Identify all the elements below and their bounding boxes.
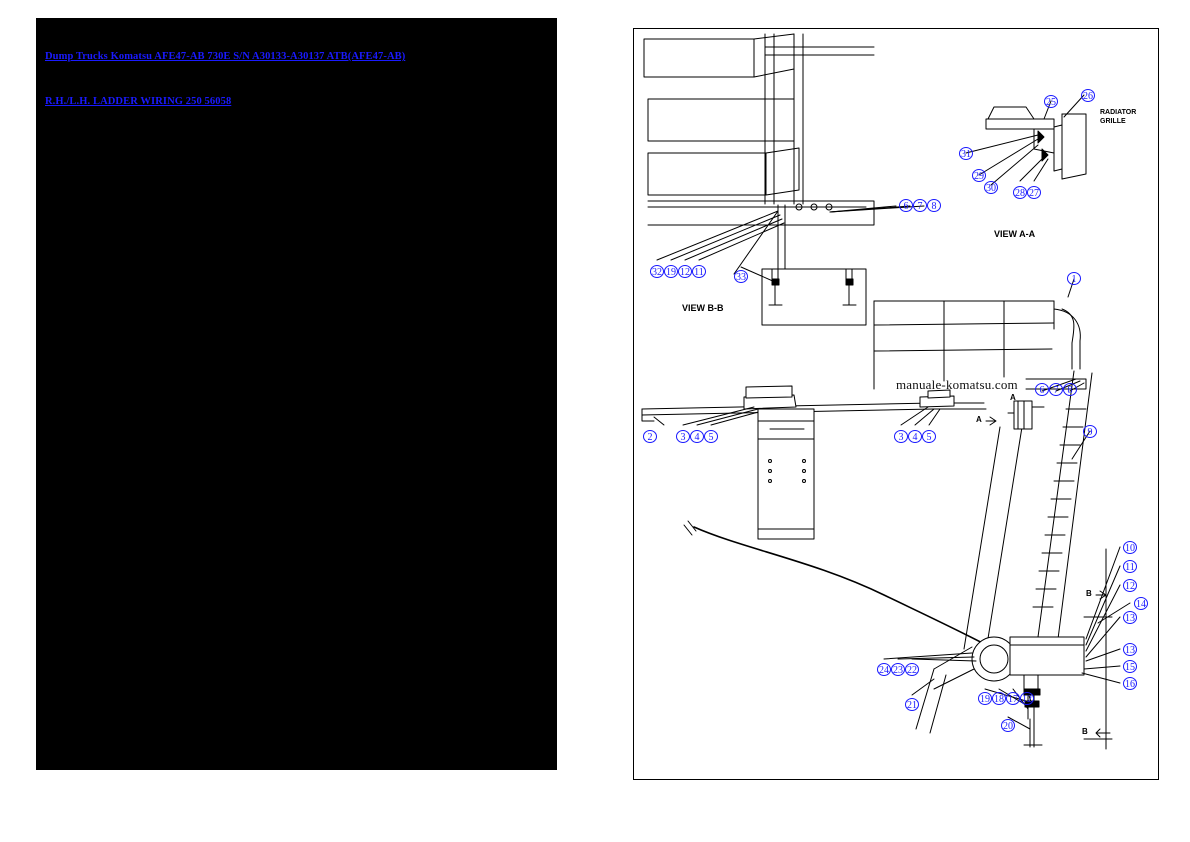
label-view-bb: VIEW B-B	[682, 303, 724, 313]
callout-balloon-7b[interactable]: 7	[1049, 383, 1063, 396]
callout-balloon-24[interactable]: 24	[879, 665, 889, 676]
callout-balloon-22[interactable]: 22	[907, 665, 917, 676]
callout-balloon-11[interactable]: 11	[1123, 560, 1137, 573]
label-radiator-grille-line1: RADIATOR	[1100, 109, 1137, 116]
callout-balloon-11b[interactable]: 11	[692, 265, 706, 278]
section-letter-a-left: A	[976, 415, 982, 424]
callout-balloon-7[interactable]: 7	[913, 199, 927, 212]
callout-balloon-25[interactable]: 25	[1046, 97, 1056, 108]
callout-balloon-19[interactable]: 19	[980, 694, 990, 705]
document-title-link[interactable]: Dump Trucks Komatsu AFE47-AB 730E S/N A30133-A30137 ATB(AFE47-AB)	[45, 51, 406, 62]
callout-balloon-14[interactable]: 14	[1136, 599, 1146, 610]
callout-balloon-8[interactable]: 8	[927, 199, 941, 212]
callout-balloon-3[interactable]: 3	[676, 430, 690, 443]
callout-balloon-23[interactable]: 23	[893, 665, 903, 676]
callout-balloon-9[interactable]: 9	[1083, 425, 1097, 438]
callout-balloon-12b[interactable]: 12	[1022, 694, 1032, 705]
section-letter-b-upper: B	[1086, 589, 1092, 598]
callout-balloon-15[interactable]: 15	[1125, 662, 1135, 673]
callout-balloon-4[interactable]: 4	[690, 430, 704, 443]
callout-balloon-30[interactable]: 30	[986, 183, 996, 194]
callout-balloon-12[interactable]: 12	[1125, 581, 1135, 592]
callout-balloon-3b[interactable]: 3	[894, 430, 908, 443]
label-view-aa: VIEW A-A	[994, 229, 1036, 239]
callout-balloon-6b[interactable]: 6	[1035, 383, 1049, 396]
callout-balloon-33[interactable]: 33	[736, 272, 746, 283]
document-left-page	[36, 18, 557, 770]
section-letter-b-lower: B	[1082, 727, 1088, 736]
callout-balloon-6[interactable]: 6	[899, 199, 913, 212]
callout-balloon-12c[interactable]: 12	[680, 267, 690, 278]
callout-balloon-16[interactable]: 16	[1125, 679, 1135, 690]
callout-balloon-21[interactable]: 21	[907, 700, 917, 711]
callout-balloon-13[interactable]: 13	[1125, 613, 1135, 624]
callout-balloon-13b[interactable]: 13	[1125, 645, 1135, 656]
document-section-link[interactable]: R.H./L.H. LADDER WIRING 250 56058	[45, 96, 232, 107]
callout-balloon-4b[interactable]: 4	[908, 430, 922, 443]
callout-balloon-8b[interactable]: 8	[1063, 383, 1077, 396]
callout-balloon-1[interactable]: 1	[1067, 272, 1081, 285]
callout-balloon-28[interactable]: 28	[1015, 188, 1025, 199]
parts-diagram-panel	[633, 28, 1159, 780]
callout-balloon-31[interactable]: 31	[961, 149, 971, 160]
callout-balloon-5[interactable]: 5	[704, 430, 718, 443]
callout-balloon-20[interactable]: 20	[1003, 721, 1013, 732]
callout-balloon-19b[interactable]: 19	[666, 267, 676, 278]
callout-balloon-10[interactable]: 10	[1125, 543, 1135, 554]
callout-balloon-29[interactable]: 29	[974, 171, 984, 182]
callout-balloon-2[interactable]: 2	[643, 430, 657, 443]
callout-balloon-27[interactable]: 27	[1029, 188, 1039, 199]
callout-balloon-17[interactable]: 17	[1008, 694, 1018, 705]
section-letter-a-right: A	[1010, 393, 1016, 402]
callout-balloon-5b[interactable]: 5	[922, 430, 936, 443]
watermark-text: manuale-komatsu.com	[896, 377, 1018, 392]
callout-balloon-26[interactable]: 26	[1083, 91, 1093, 102]
callout-balloon-32[interactable]: 32	[652, 267, 662, 278]
label-radiator-grille-line2: GRILLE	[1100, 118, 1126, 125]
callout-balloon-18[interactable]: 18	[994, 694, 1004, 705]
